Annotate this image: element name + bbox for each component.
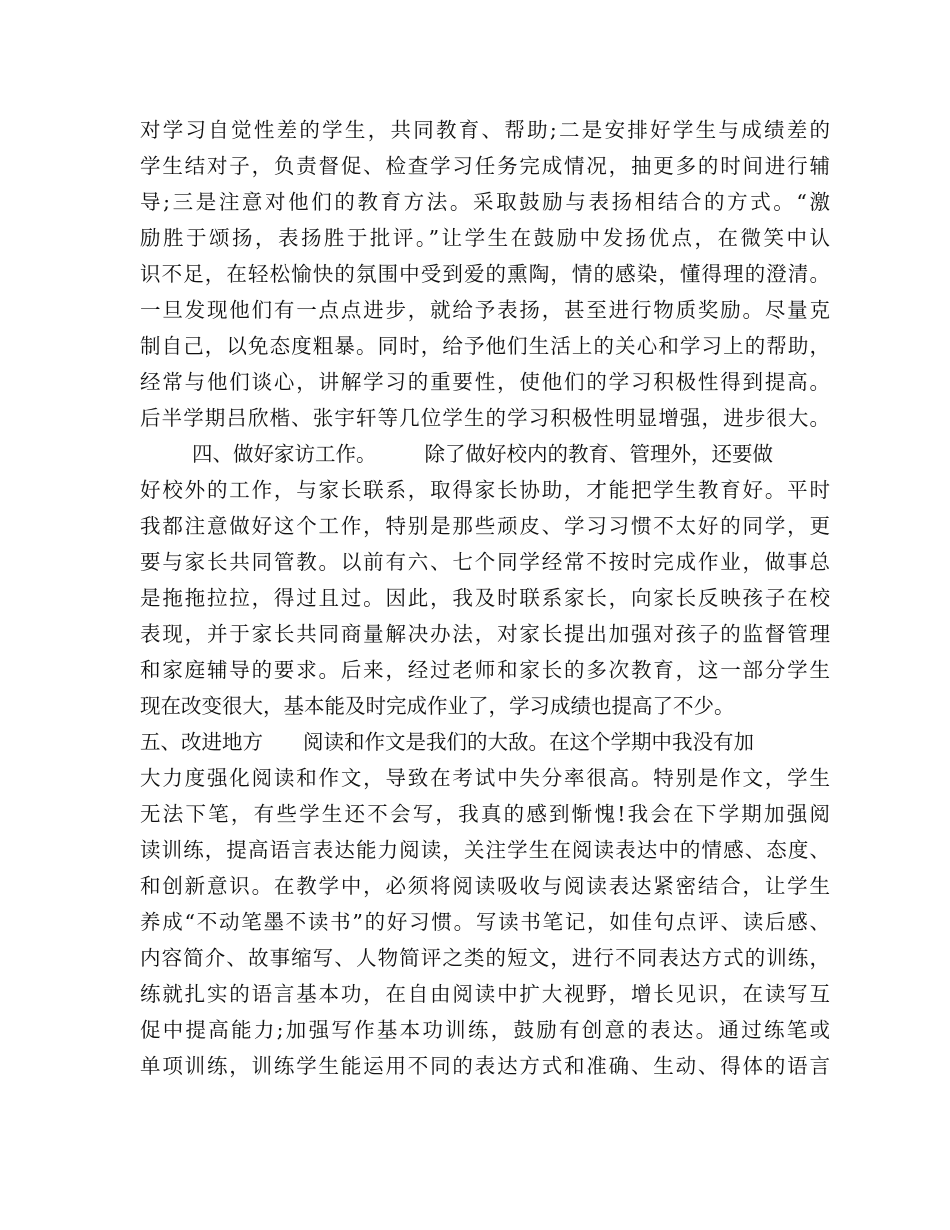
text-line: 大力度强化阅读和作文，导致在考试中失分率很高。特别是作文，学生 <box>140 766 830 790</box>
text-span: 除了做好校内的教育、管理外，还要做 <box>424 442 773 466</box>
section-heading-line <box>140 436 830 472</box>
section-heading-line <box>140 724 830 760</box>
text-line: 养成“不动笔墨不读书”的好习惯。写读书笔记，如佳句点评、读后感、 <box>140 910 830 934</box>
text-line: 导;三是注意对他们的教育方法。采取鼓励与表扬相结合的方式。“激 <box>140 190 830 214</box>
paragraph <box>140 436 830 724</box>
text-line: 单项训练，训练学生能运用不同的表达方式和准确、生动、得体的语言 <box>140 1054 830 1078</box>
text-line: 要与家长共同管教。以前有六、七个同学经常不按时完成作业，做事总 <box>140 550 830 574</box>
text-line: 现在改变很大，基本能及时完成作业了，学习成绩也提高了不少。 <box>140 694 735 718</box>
text-line: 一旦发现他们有一点点进步，就给予表扬，甚至进行物质奖励。尽量克 <box>140 298 830 322</box>
text-line: 读训练，提高语言表达能力阅读，关注学生在阅读表达中的情感、态度、 <box>140 838 830 862</box>
text-line: 内容简介、故事缩写、人物简评之类的短文，进行不同表达方式的训练， <box>140 946 830 970</box>
text-line: 制自己，以免态度粗暴。同时，给予他们生活上的关心和学习上的帮助， <box>140 334 830 358</box>
text-line: 对学习自觉性差的学生，共同教育、帮助;二是安排好学生与成绩差的 <box>140 118 830 142</box>
text-line: 识不足，在轻松愉快的氛围中受到爱的熏陶，情的感染，懂得理的澄清。 <box>140 262 830 286</box>
text-line: 后半学期吕欣楷、张宇轩等几位学生的学习积极性明显增强，进步很大。 <box>140 406 830 430</box>
text-line: 我都注意做好这个工作，特别是那些顽皮、学习习惯不太好的同学，更 <box>140 514 830 538</box>
text-line: 表现，并于家长共同商量解决办法，对家长提出加强对孩子的监督管理 <box>140 622 830 646</box>
text-line: 经常与他们谈心，讲解学习的重要性，使他们的学习积极性得到提高。 <box>140 370 830 394</box>
text-line: 是拖拖拉拉，得过且过。因此，我及时联系家长，向家长反映孩子在校 <box>140 586 830 610</box>
text-span: 阅读和作文是我们的大敌。在这个学期中我没有加 <box>303 730 754 754</box>
text-line: 促中提高能力;加强写作基本功训练，鼓励有创意的表达。通过练笔或 <box>140 1018 830 1042</box>
text-line: 好校外的工作，与家长联系，取得家长协助，才能把学生教育好。平时 <box>140 478 830 502</box>
text-line: 练就扎实的语言基本功，在自由阅读中扩大视野，增长见识，在读写互 <box>140 982 830 1006</box>
text-line: 无法下笔，有些学生还不会写，我真的感到惭愧!我会在下学期加强阅 <box>140 802 830 826</box>
section-heading: 五、改进地方 <box>140 730 263 754</box>
paragraph <box>140 724 830 1084</box>
text-line: 和家庭辅导的要求。后来，经过老师和家长的多次教育，这一部分学生 <box>140 658 830 682</box>
section-heading: 四、做好家访工作。 <box>192 442 377 466</box>
document-body <box>140 112 830 1084</box>
text-line: 和创新意识。在教学中，必须将阅读吸收与阅读表达紧密结合，让学生 <box>140 874 830 898</box>
text-line: 励胜于颂扬，表扬胜于批评。”让学生在鼓励中发扬优点，在微笑中认 <box>140 226 830 250</box>
text-line: 学生结对子，负责督促、检查学习任务完成情况，抽更多的时间进行辅 <box>140 154 830 178</box>
paragraph <box>140 112 830 436</box>
